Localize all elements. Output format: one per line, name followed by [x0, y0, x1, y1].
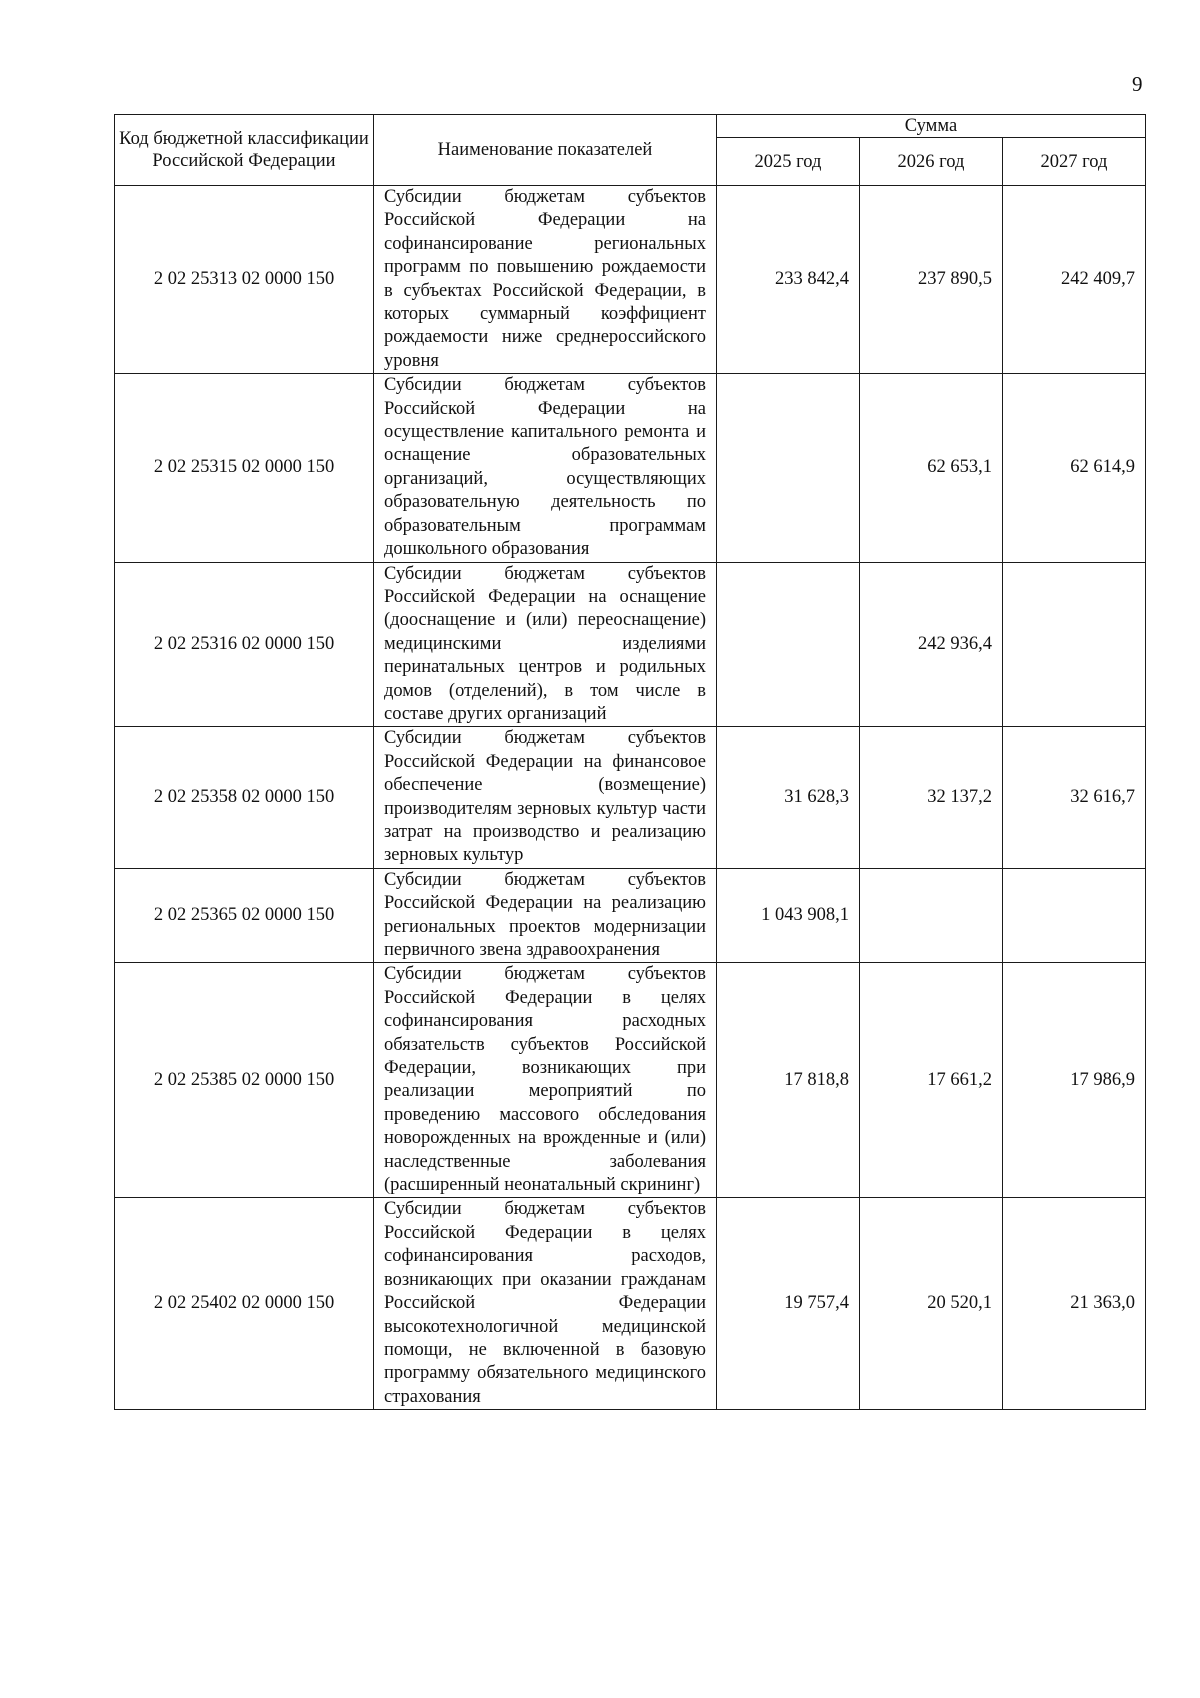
row-value-2027 [1003, 868, 1146, 963]
row-code: 2 02 25313 02 0000 150 [115, 186, 374, 374]
row-value-2026: 62 653,1 [860, 374, 1003, 562]
row-code: 2 02 25316 02 0000 150 [115, 562, 374, 727]
row-value-2025: 1 043 908,1 [717, 868, 860, 963]
row-code: 2 02 25402 02 0000 150 [115, 1198, 374, 1410]
table-row [115, 186, 1146, 374]
row-value-2026: 17 661,2 [860, 963, 1003, 1198]
row-value-2026: 242 936,4 [860, 562, 1003, 727]
table-row [115, 374, 1146, 562]
row-value-2027: 242 409,7 [1003, 186, 1146, 374]
row-name: Субсидии бюджетам субъектов Российской Федерации на софинансирование региональных программ по повышению рождаемости в субъектах Российской Федерации, в которых суммарный коэффициент рождаемости ниже среднероссийского уровня [374, 186, 717, 374]
row-value-2027: 21 363,0 [1003, 1198, 1146, 1410]
row-name: Субсидии бюджетам субъектов Российской Федерации на финансовое обеспечение (возмещение) производителям зерновых культур части затрат на производство и реализацию зерновых культур [374, 727, 717, 868]
row-value-2027: 62 614,9 [1003, 374, 1146, 562]
row-name: Субсидии бюджетам субъектов Российской Федерации на осуществление капитального ремонта и оснащение образовательных организаций, осуществляющих образовательную деятельность по образовательным программам дошкольного образования [374, 374, 717, 562]
row-value-2026: 20 520,1 [860, 1198, 1003, 1410]
row-code: 2 02 25315 02 0000 150 [115, 374, 374, 562]
row-value-2027: 32 616,7 [1003, 727, 1146, 868]
row-code: 2 02 25358 02 0000 150 [115, 727, 374, 868]
row-value-2025: 233 842,4 [717, 186, 860, 374]
row-value-2026 [860, 868, 1003, 963]
row-name: Субсидии бюджетам субъектов Российской Федерации в целях софинансирования расходов, возникающих при оказании гражданам Российской Федерации высокотехнологичной медицинской помощи, не включенной в базовую программу обязательного медицинского страхования [374, 1198, 717, 1410]
row-name: Субсидии бюджетам субъектов Российской Федерации на реализацию региональных проектов модернизации первичного звена здравоохранения [374, 868, 717, 963]
row-name: Субсидии бюджетам субъектов Российской Федерации в целях софинансирования расходных обязательств субъектов Российской Федерации, возникающих при реализации мероприятий по проведению массового обследования новорожденных на врожденные и (или) наследственные заболевания (расширенный неонатальный скрининг) [374, 963, 717, 1198]
row-value-2027 [1003, 562, 1146, 727]
page-number: 9 [1132, 72, 1143, 96]
table-body [115, 186, 1146, 1410]
row-code: 2 02 25385 02 0000 150 [115, 963, 374, 1198]
table-row [115, 868, 1146, 963]
row-value-2025 [717, 374, 860, 562]
table-header [115, 115, 1146, 186]
table-row [115, 963, 1146, 1198]
header-year-2027: 2027 год [1003, 138, 1146, 186]
row-value-2025: 19 757,4 [717, 1198, 860, 1410]
row-code: 2 02 25365 02 0000 150 [115, 868, 374, 963]
budget-table [114, 114, 1146, 1410]
row-value-2025 [717, 562, 860, 727]
header-code: Код бюджетной классификации Российской Федерации [115, 115, 374, 186]
row-name: Субсидии бюджетам субъектов Российской Федерации на оснащение (дооснащение и (или) переоснащение) медицинскими изделиями перинатальных центров и родильных домов (отделений), в том числе в составе других организаций [374, 562, 717, 727]
row-value-2026: 32 137,2 [860, 727, 1003, 868]
table-row [115, 727, 1146, 868]
header-year-2025: 2025 год [717, 138, 860, 186]
table-row [115, 1198, 1146, 1410]
row-value-2025: 31 628,3 [717, 727, 860, 868]
row-value-2025: 17 818,8 [717, 963, 860, 1198]
row-value-2026: 237 890,5 [860, 186, 1003, 374]
header-name: Наименование показателей [374, 115, 717, 186]
table-row [115, 562, 1146, 727]
row-value-2027: 17 986,9 [1003, 963, 1146, 1198]
header-year-2026: 2026 год [860, 138, 1003, 186]
header-sum: Сумма [717, 115, 1146, 138]
